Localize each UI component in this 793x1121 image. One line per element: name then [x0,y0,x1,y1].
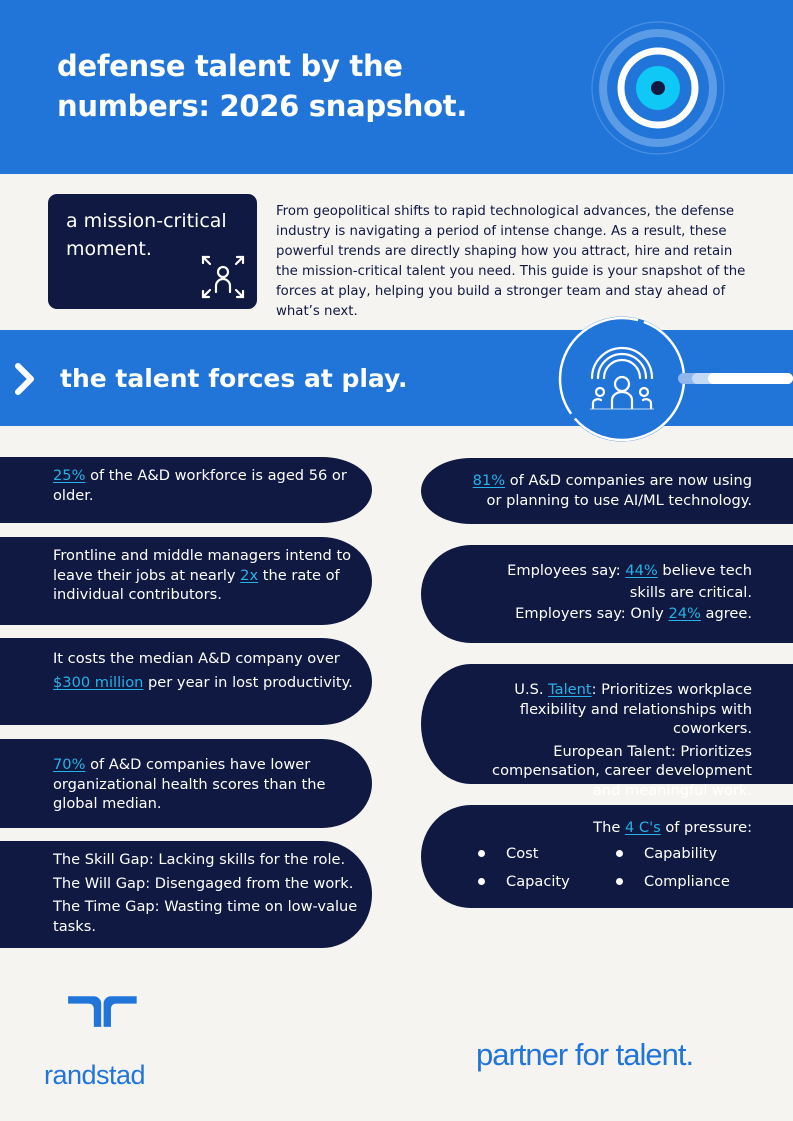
stat-rest: of pressure: [660,819,752,836]
stat-card-manager-attrition [0,537,372,625]
stat-rest: of A&D companies are now using or planning to use AI/ML technology. [486,472,752,509]
randstad-logo-icon [44,995,162,1055]
stat-pre: It costs the median A&D company over [53,650,340,667]
randstad-logo-text: randstad [44,1060,146,1090]
stat-text [471,471,752,510]
focus-person-icon [200,254,246,300]
list-item-cost: Cost [474,844,612,864]
stat-pre: Employers say: Only [515,605,669,622]
stat-text [53,647,362,695]
four-cs-list [441,844,752,892]
stat-card-ai-adoption [421,458,793,524]
tagline: partner for talent. [476,1037,694,1072]
stat-rest: of A&D companies have lower organizational health scores than the global median. [53,756,326,812]
highlight-value[interactable]: 4 C's [624,819,661,836]
employees-say-text [501,560,752,603]
stat-rest: per year in lost productivity. [143,674,353,691]
list-item-capability: Capability [612,844,752,864]
stat-pre: Frontline and middle managers intend to leave their jobs at nearly [53,547,352,584]
stat-rest: of the A&D workforce is aged 56 or older. [53,467,347,504]
stat-pre: Employees say: [507,562,626,579]
time-gap-line: The Time Gap: Wasting time on low-value tasks. [53,898,358,935]
stat-rest: agree. [700,605,752,622]
chevron-right-icon [12,362,38,396]
stat-card-workforce-age [0,457,372,523]
stat-text [53,755,362,814]
skill-gap-line: The Skill Gap: Lacking skills for the role. [53,851,346,868]
stat-card-talent-priorities [421,664,793,799]
stat-rest: : Prioritizes workplace flexibility and relationships with coworkers. [519,681,752,737]
stat-pre: The [593,819,625,836]
highlight-value[interactable]: 2x [240,566,259,584]
highlight-value[interactable]: 70% [53,756,86,773]
list-item-compliance: Compliance [612,872,752,892]
highlight-value[interactable]: 81% [472,472,506,489]
stat-card-four-cs [421,805,793,908]
stat-card-gaps [0,841,372,948]
stat-rest: the rate of individual contributors. [53,566,340,603]
us-talent-text [461,680,752,739]
stat-card-org-health [0,739,372,828]
target-icon [590,20,726,156]
four-cs-heading [441,818,752,838]
team-signal-icon [556,314,688,444]
stat-text [53,546,362,605]
highlight-value[interactable]: Talent [548,681,592,698]
intro-callout [48,194,257,309]
highlight-value[interactable]: 25% [53,467,86,484]
section-title: the talent forces at play. [60,364,408,393]
intro-paragraph: From geopolitical shifts to rapid technological advances, the defense industry is navigating a period of intense change. As a result, these powerful trends are directly shaping how you attract, hire and retain the mission-critical talent you need. This guide is your snapshot of the forces at play, helping you build a stronger team and stay ahead of what’s next. [276,204,746,319]
highlight-value[interactable]: 24% [668,605,701,622]
stat-card-lost-productivity [0,638,372,725]
page-title [57,46,477,126]
intro-title-line-2: moment. [66,238,152,260]
stat-text [53,466,362,505]
highlight-value[interactable]: $300 million [53,674,144,691]
list-item-capacity: Capacity [474,872,612,892]
european-talent-text: European Talent: Prioritizes compensation, career development and meaningful work. [492,742,752,799]
employers-say-text [501,603,752,625]
title-line-1: defense talent by the [57,49,403,83]
hero-banner [0,0,793,174]
title-line-2: numbers: 2026 snapshot. [57,89,468,123]
highlight-value[interactable]: 44% [625,562,658,579]
will-gap-line: The Will Gap: Disengaged from the work. [53,874,354,892]
connector-bar [678,373,793,384]
intro-title-line-1: a mission-critical [66,210,227,232]
stat-rest: believe tech skills are critical. [629,562,752,601]
stat-card-tech-skills [421,545,793,643]
stat-pre: U.S. [514,681,549,698]
